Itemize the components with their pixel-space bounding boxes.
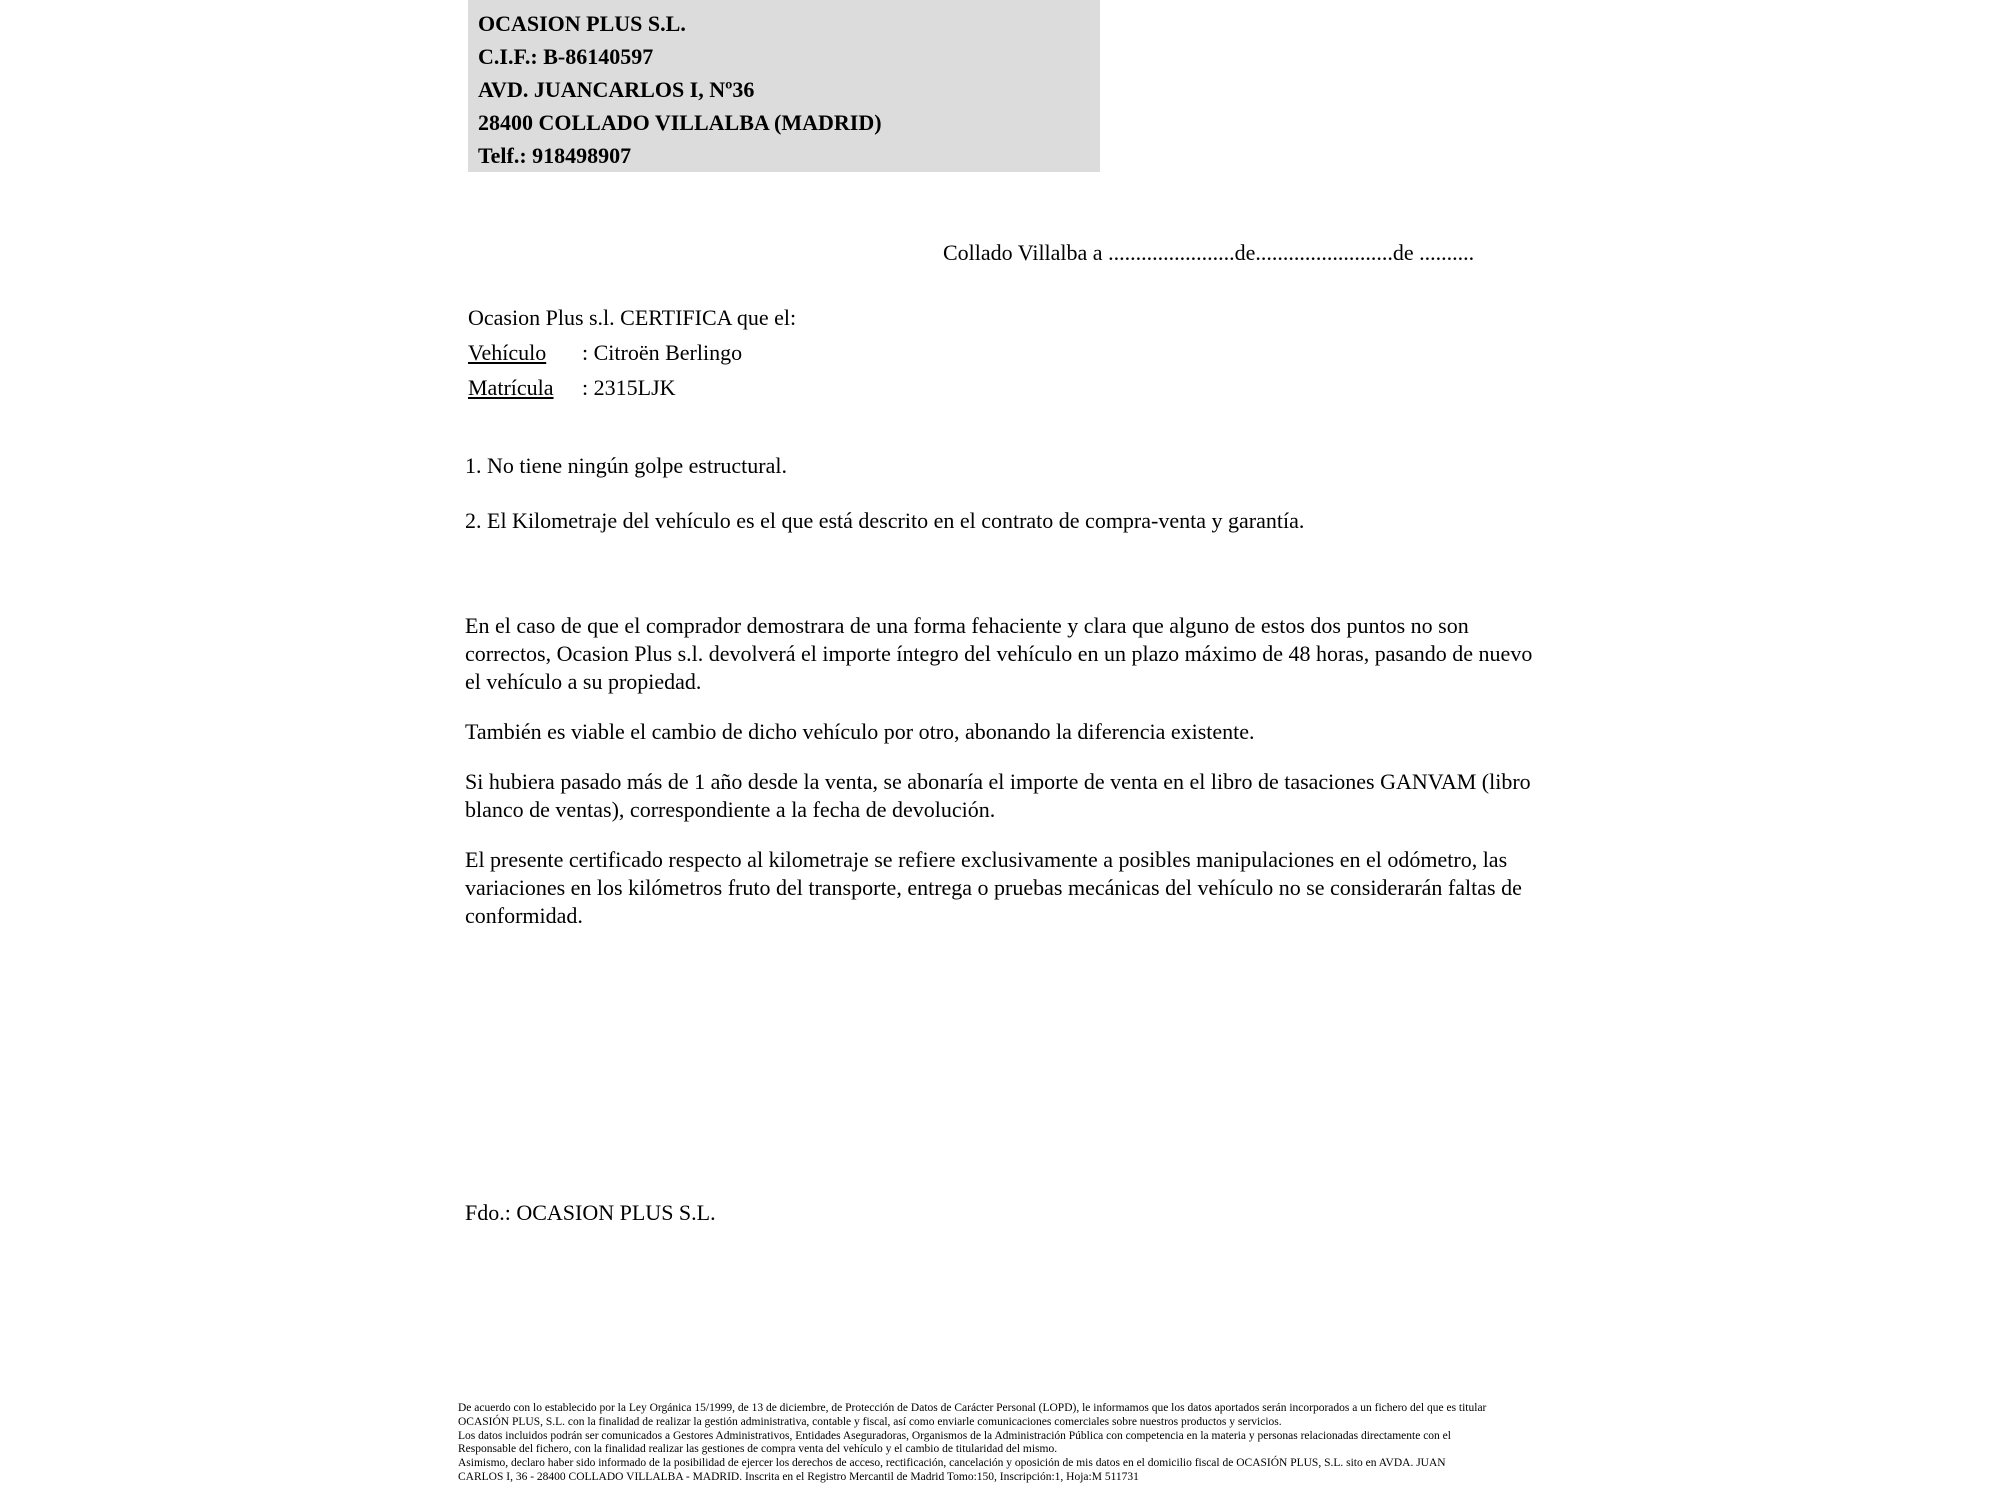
- certification-block: [468, 300, 796, 405]
- certification-intro: Ocasion Plus s.l. CERTIFICA que el:: [468, 305, 797, 330]
- legal-footer-line: De acuerdo con lo establecido por la Ley Orgánica 15/1999, de 13 de diciembre, de Protección de Datos de Carácter Personal (LOPD), le informamos que los datos aportados serán incorporados a un fichero del que es titular: [458, 1402, 1487, 1414]
- vehicle-row: [468, 335, 796, 370]
- certified-point-2: 2. El Kilometraje del vehículo es el que está descrito en el contrato de compra-venta y garantía.: [465, 508, 1305, 533]
- terms-paragraphs: [465, 612, 1547, 952]
- plate-value: 2315LJK: [593, 375, 676, 400]
- company-cif: C.I.F.: B-86140597: [478, 44, 654, 69]
- legal-footer-line: CARLOS I, 36 - 28400 COLLADO VILLALBA - MADRID. Inscrita en el Registro Mercantil de Madrid Tomo:150, Inscripción:1, Hoja:M 511731: [458, 1470, 1139, 1483]
- legal-footer: [458, 1402, 1486, 1485]
- signature-line: Fdo.: OCASION PLUS S.L.: [465, 1200, 716, 1225]
- vehicle-separator: :: [582, 340, 589, 365]
- date-line: Collado Villalba a .......................de.........................de ..........: [943, 240, 1475, 265]
- paragraph-odometer: El presente certificado respecto al kilometraje se refiere exclusivamente a posibles manipulaciones en el odómetro, las variaciones en los kilómetros fruto del transporte, entrega o pruebas mecánicas del vehículo no se considerarán faltas de conformidad.: [465, 847, 1522, 928]
- legal-footer-line: OCASIÓN PLUS, S.L. con la finalidad de realizar la gestión administrativa, contable y fiscal, así como enviarle comunicaciones comerciales sobre nuestros productos y servicios.: [458, 1415, 1282, 1428]
- legal-footer-line: Responsable del fichero, con la finalidad realizar las gestiones de compra venta del vehículo y el cambio de titularidad del mismo.: [458, 1443, 1058, 1456]
- company-phone: Telf.: 918498907: [478, 143, 632, 168]
- certified-point-1: 1. No tiene ningún golpe estructural.: [465, 453, 787, 478]
- vehicle-value: Citroën Berlingo: [593, 340, 743, 365]
- legal-footer-line: Los datos incluidos podrán ser comunicados a Gestores Administrativos, Entidades Aseguradoras, Organismos de la Administración Pública con competencia en la materia y personas relacionadas directamente con el: [458, 1429, 1451, 1442]
- company-header-box: [468, 0, 1100, 172]
- vehicle-label: Vehículo: [468, 340, 547, 365]
- plate-row: [468, 370, 796, 405]
- plate-label: Matrícula: [468, 375, 554, 400]
- company-name: OCASION PLUS S.L.: [478, 11, 686, 36]
- paragraph-exchange: También es viable el cambio de dicho vehículo por otro, abonando la diferencia existente.: [465, 719, 1255, 744]
- plate-separator: :: [582, 375, 589, 400]
- legal-footer-line: Asimismo, declaro haber sido informado de la posibilidad de ejercer los derechos de acceso, rectificación, cancelación y oposición de mis datos en el domicilio fiscal de OCASIÓN PLUS, S.L. sito en AVDA. JUAN: [458, 1457, 1446, 1470]
- company-city: 28400 COLLADO VILLALBA (MADRID): [478, 110, 882, 135]
- paragraph-refund: En el caso de que el comprador demostrara de una forma fehaciente y clara que alguno de estos dos puntos no son correctos, Ocasion Plus s.l. devolverá el importe íntegro del vehículo en un plazo máximo de 48 horas, pasando de nuevo el vehículo a su propiedad.: [465, 613, 1533, 694]
- company-address: AVD. JUANCARLOS I, Nº36: [478, 77, 755, 102]
- paragraph-ganvam: Si hubiera pasado más de 1 año desde la venta, se abonaría el importe de venta en el libro de tasaciones GANVAM (libro blanco de ventas), correspondiente a la fecha de devolución.: [465, 769, 1531, 822]
